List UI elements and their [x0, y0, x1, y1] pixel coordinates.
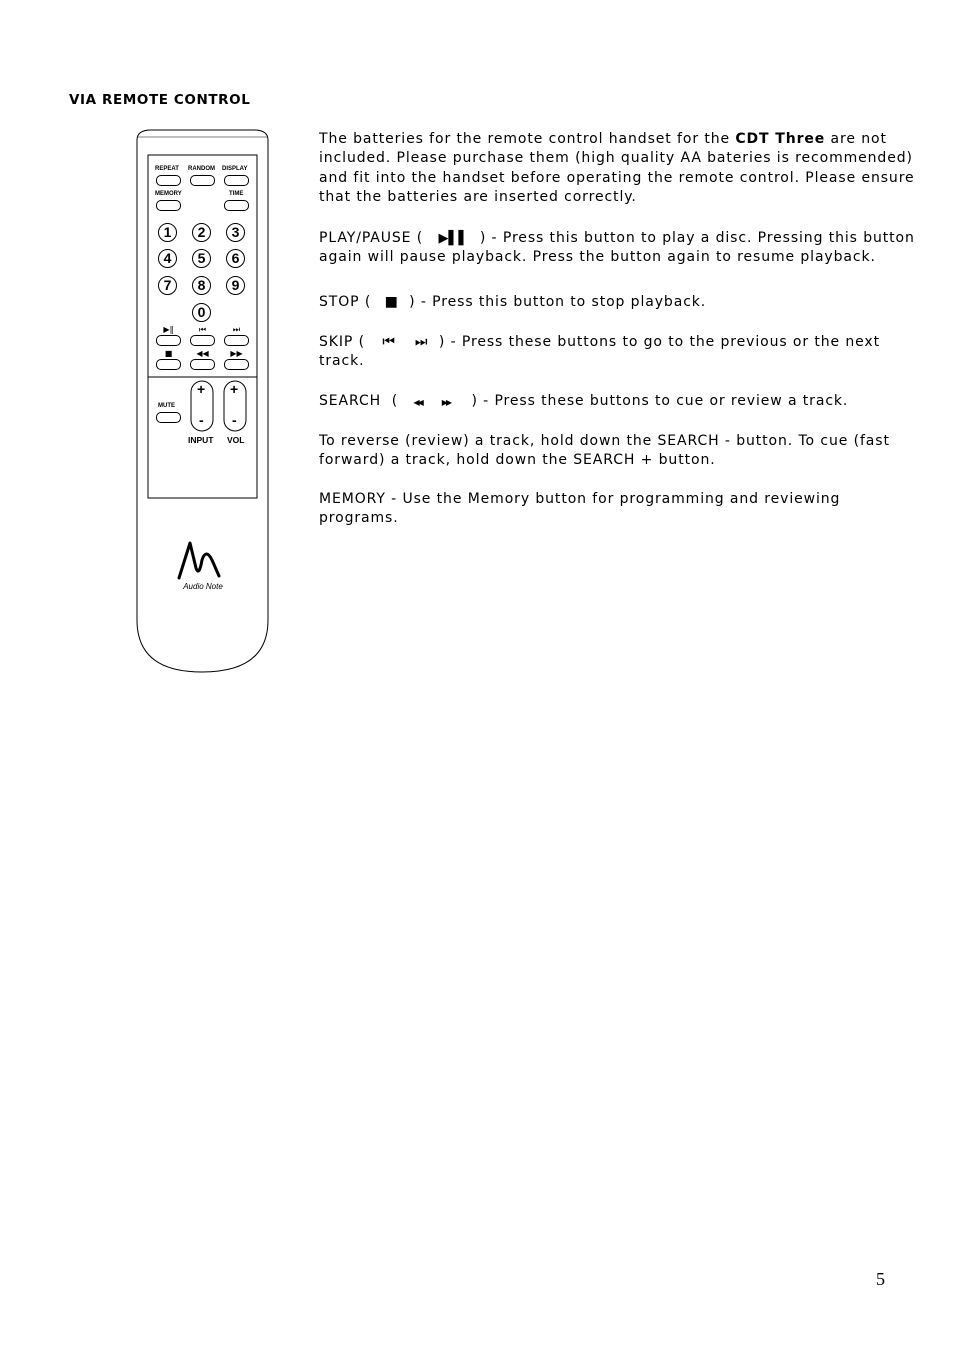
skip-back-icon: ⏮: [198, 325, 207, 334]
time-label: TIME: [229, 191, 244, 197]
instructions: [319, 130, 919, 528]
vol-plus-label[interactable]: +: [230, 381, 239, 397]
key-5[interactable]: 5: [192, 249, 211, 268]
key-2[interactable]: 2: [192, 223, 211, 242]
key-7[interactable]: 7: [158, 276, 177, 295]
rewind-button[interactable]: [190, 359, 215, 370]
key-3[interactable]: 3: [226, 223, 245, 242]
search-paragraph: SEARCH ( ◀◀ ▶▶ ) - Press these buttons to cue or review a track.: [319, 392, 919, 412]
stop-paragraph: STOP ( ■ ) - Press this button to stop playback.: [319, 293, 919, 312]
random-label: RANDOM: [188, 166, 215, 172]
input-minus-label[interactable]: -: [199, 412, 204, 428]
skip-back-icon: ⏮: [382, 334, 395, 351]
section-heading: VIA REMOTE CONTROL: [69, 92, 251, 108]
fast-forward-button[interactable]: [224, 359, 249, 370]
key-4[interactable]: 4: [158, 249, 177, 268]
random-button[interactable]: [190, 175, 215, 186]
play-pause-button[interactable]: [156, 335, 181, 346]
remote-control-illustration: [136, 130, 269, 672]
key-8[interactable]: 8: [192, 276, 211, 295]
page-number: 5: [876, 1269, 885, 1289]
key-1[interactable]: 1: [158, 223, 177, 242]
skip-forward-button[interactable]: [224, 335, 249, 346]
fast-forward-icon: ▶▶: [230, 349, 243, 358]
repeat-button[interactable]: [156, 175, 181, 186]
repeat-label: REPEAT: [155, 166, 179, 172]
mute-button[interactable]: [156, 412, 181, 423]
vol-label: VOL: [227, 435, 245, 445]
skip-back-button[interactable]: [190, 335, 215, 346]
stop-icon: ■: [164, 349, 173, 358]
mute-label: MUTE: [158, 403, 175, 409]
skip-forward-icon: ⏭: [232, 325, 241, 334]
product-name: CDT Three: [735, 131, 826, 147]
skip-paragraph: SKIP ( ⏮ ⏭ ) - Press these buttons to go to the previous or the next track.: [319, 334, 881, 370]
play-pause-paragraph: PLAY/PAUSE ( ▶▌▌ ) - Press this button to play a disc. Pressing this button again will pause playback. Press the button again to resume playback.: [319, 230, 915, 266]
memory-paragraph: MEMORY - Use the Memory button for programming and reviewing programs.: [319, 490, 841, 526]
reverse-paragraph: To reverse (review) a track, hold down the SEARCH - button. To cue (fast forward) a track, hold down the SEARCH + button.: [319, 432, 890, 469]
play-pause-icon: ▶‖: [163, 325, 174, 334]
input-label: INPUT: [188, 435, 214, 445]
rewind-icon: ◀◀: [196, 349, 209, 358]
rewind-icon: ◀◀: [413, 397, 422, 407]
stop-icon: ■: [384, 293, 398, 310]
skip-forward-icon: ⏭: [414, 334, 428, 351]
key-6[interactable]: 6: [226, 249, 245, 268]
stop-button[interactable]: [156, 359, 181, 370]
memory-button[interactable]: [156, 200, 181, 211]
input-plus-label[interactable]: +: [197, 381, 206, 397]
fast-forward-icon: ▶▶: [441, 397, 451, 407]
play-pause-icon: ▶▌▌: [438, 231, 469, 247]
display-button[interactable]: [224, 175, 249, 186]
brand-name: Audio Note: [183, 582, 223, 591]
memory-label: MEMORY: [155, 191, 182, 197]
time-button[interactable]: [224, 200, 249, 211]
vol-minus-label[interactable]: -: [232, 412, 237, 428]
key-0[interactable]: 0: [192, 303, 211, 322]
display-label: DISPLAY: [222, 166, 248, 172]
batteries-paragraph: The batteries for the remote control handset for the CDT Three are not included. Please purchase them (high quality AA bateries is recommended) and fit into the handset before operating the remote control. Please ensure that the batteries are inserted correctly.: [319, 131, 915, 205]
key-9[interactable]: 9: [226, 276, 245, 295]
